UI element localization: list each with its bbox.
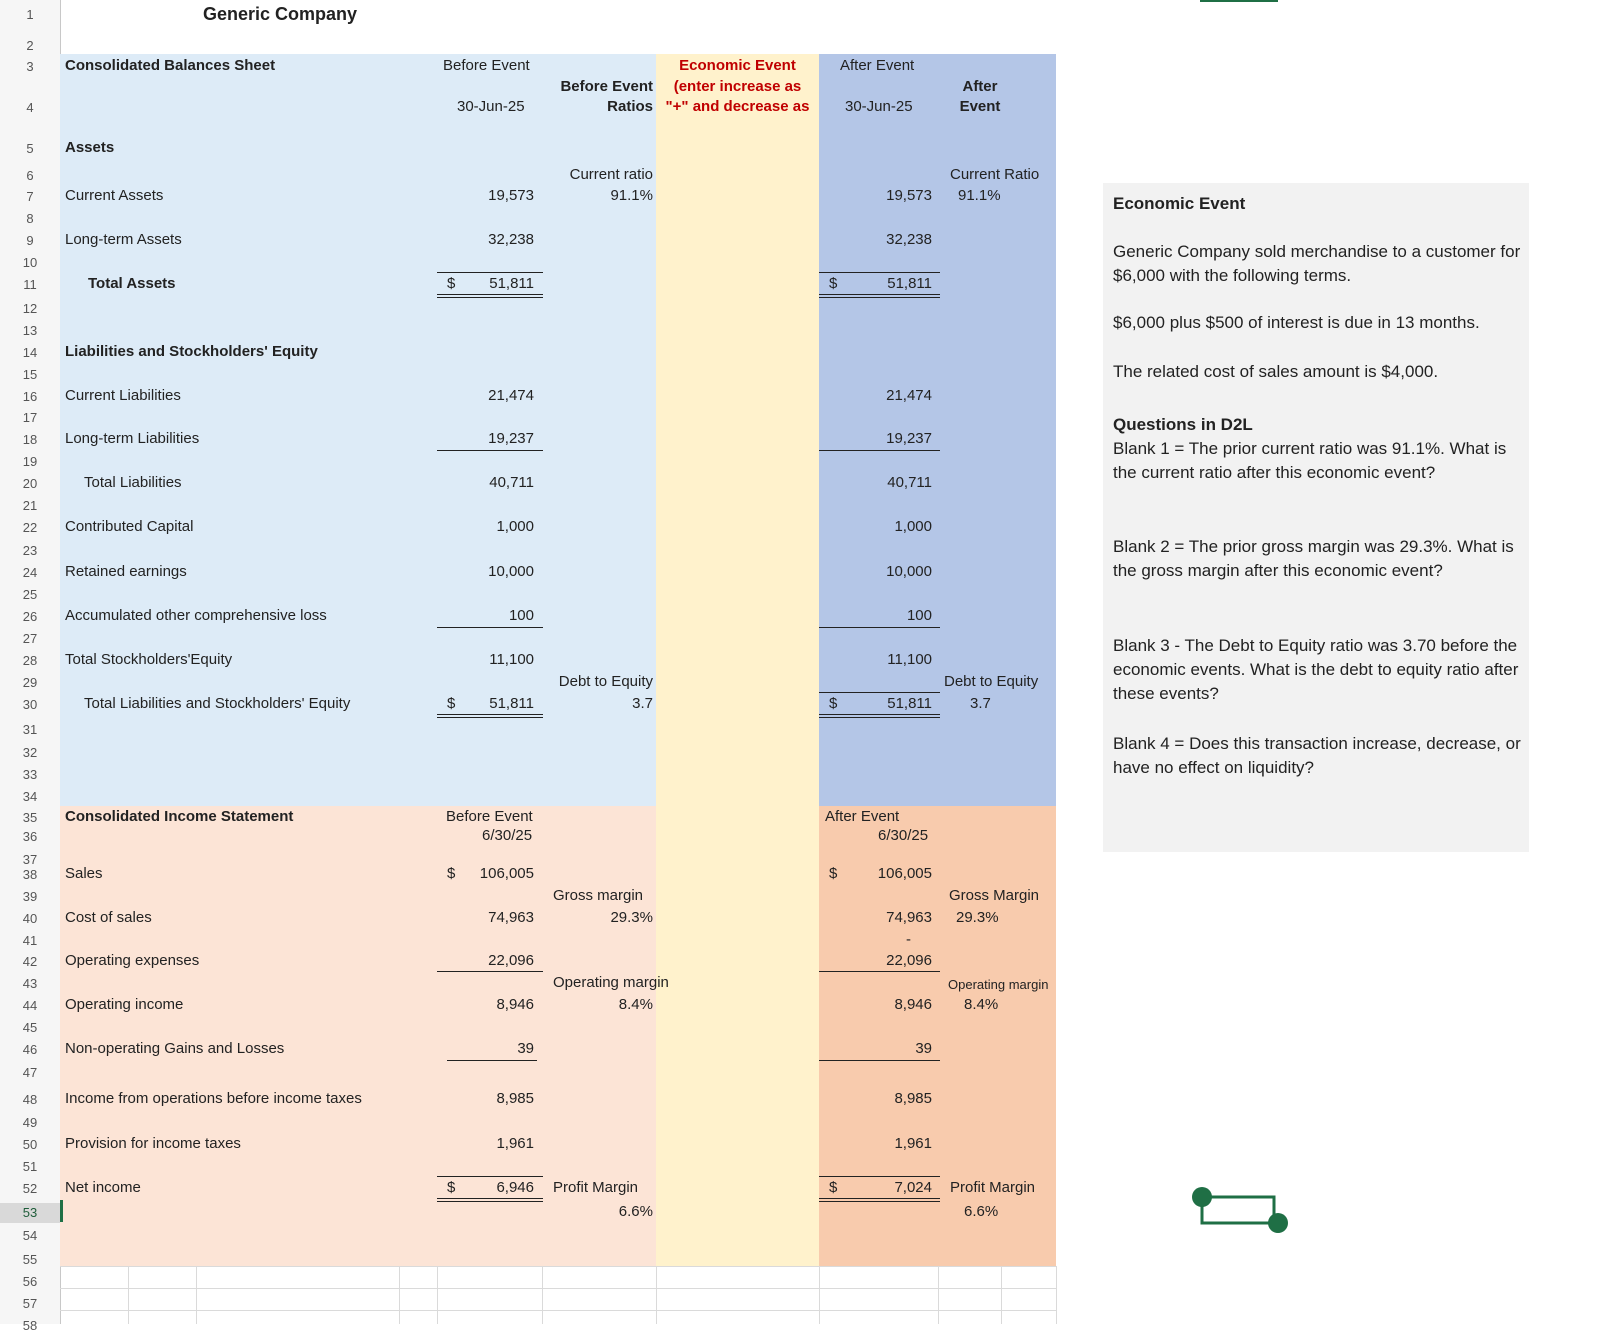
long-term-liabilities-after[interactable]: 19,237 xyxy=(886,430,932,447)
operating-income-after[interactable]: 8,946 xyxy=(894,996,932,1013)
contributed-capital-label: Contributed Capital xyxy=(65,518,194,535)
row-number[interactable]: 35 xyxy=(22,810,38,825)
row-number[interactable]: 49 xyxy=(22,1115,38,1130)
liab-equity-label: Liabilities and Stockholders' Equity xyxy=(65,343,318,360)
underline xyxy=(819,692,940,693)
panel-question-2: Blank 2 = The prior gross margin was 29.3%. What is the gross margin after this economic event? xyxy=(1113,537,1514,580)
current-liabilities-after[interactable]: 21,474 xyxy=(886,387,932,404)
op-margin-before-value[interactable]: 8.4% xyxy=(618,996,653,1013)
op-margin-before-label: Operating margin xyxy=(553,974,669,991)
total-assets-after[interactable]: 51,811 xyxy=(887,275,932,292)
long-term-liabilities-before[interactable]: 19,237 xyxy=(488,430,534,447)
row-number[interactable]: 12 xyxy=(22,301,38,316)
underline xyxy=(437,627,543,628)
underline xyxy=(437,450,543,451)
underline xyxy=(819,1176,940,1177)
retained-earnings-after[interactable]: 10,000 xyxy=(886,563,932,580)
double-underline xyxy=(819,294,940,298)
debt-equity-after-label: Debt to Equity xyxy=(944,673,1039,690)
current-ratio-before-value[interactable]: 91.1% xyxy=(610,187,653,204)
net-income-dollar-after: $ xyxy=(829,1179,838,1196)
grid-line xyxy=(196,1266,197,1324)
current-ratio-before-label: Current ratio xyxy=(569,166,653,183)
row-number[interactable]: 47 xyxy=(22,1065,38,1080)
contributed-capital-after[interactable]: 1,000 xyxy=(894,518,932,535)
company-title: Generic Company xyxy=(203,4,358,24)
current-assets-after[interactable]: 19,573 xyxy=(886,187,932,204)
grid-line xyxy=(1001,1266,1002,1324)
underline xyxy=(819,627,940,628)
before-event-header: Before Event xyxy=(443,57,530,74)
row-number[interactable]: 44 xyxy=(22,998,38,1013)
grid-line xyxy=(437,1266,438,1324)
panel-question-4: Blank 4 = Does this transaction increase, decrease, or have no effect on liquidity? xyxy=(1113,734,1521,777)
underline xyxy=(447,1060,537,1061)
sales-label: Sales xyxy=(65,865,103,882)
non-operating-before[interactable]: 39 xyxy=(517,1040,534,1057)
income-after-header: After Event xyxy=(825,808,900,825)
operating-expenses-after[interactable]: 22,096 xyxy=(886,952,932,969)
row-number[interactable]: 39 xyxy=(22,889,38,904)
row-number[interactable]: 11 xyxy=(23,277,37,292)
total-liabilities-before[interactable]: 40,711 xyxy=(489,474,534,491)
net-income-label: Net income xyxy=(65,1179,141,1196)
row-number[interactable]: 41 xyxy=(22,933,38,948)
income-before-header: Before Event xyxy=(446,808,533,825)
total-assets-dollar-before: $ xyxy=(447,275,456,292)
underline xyxy=(437,971,543,972)
total-liabilities-label: Total Liabilities xyxy=(84,474,182,491)
sales-after[interactable]: 106,005 xyxy=(877,865,932,882)
before-event-date: 30-Jun-25 xyxy=(457,98,525,115)
double-underline xyxy=(819,1198,940,1202)
row-number[interactable]: 17 xyxy=(22,410,38,425)
economic-event-header-3: "+" and decrease as xyxy=(665,98,810,115)
connector-handle-end[interactable] xyxy=(1268,1213,1288,1233)
row-number[interactable]: 34 xyxy=(22,789,38,804)
operating-expenses-before[interactable]: 22,096 xyxy=(488,952,534,969)
panel-question-3: Blank 3 - The Debt to Equity ratio was 3.70 before the economic events. What is the debt to equity ratio after these events? xyxy=(1113,636,1519,703)
double-underline xyxy=(819,714,940,718)
row-number[interactable]: 15 xyxy=(22,367,38,382)
total-se-after[interactable]: 11,100 xyxy=(887,651,932,668)
row-number[interactable]: 36 xyxy=(22,829,38,844)
row-number[interactable]: 27 xyxy=(22,631,38,646)
row-number[interactable]: 21 xyxy=(22,498,38,513)
retained-earnings-label: Retained earnings xyxy=(65,563,187,580)
income-before-date: 6/30/25 xyxy=(482,827,533,844)
after-event-header: After Event xyxy=(840,57,915,74)
income-after-date: 6/30/25 xyxy=(878,827,929,844)
current-ratio-after-label: Current Ratio xyxy=(950,166,1040,183)
row-number[interactable]: 9 xyxy=(26,233,34,248)
provision-after[interactable]: 1,961 xyxy=(894,1135,932,1152)
income-before-taxes-label: Income from operations before income taxes xyxy=(65,1090,362,1107)
grid-line xyxy=(819,1266,820,1324)
underline xyxy=(819,971,940,972)
row-number[interactable]: 24 xyxy=(22,565,38,580)
row-number[interactable]: 54 xyxy=(22,1228,38,1243)
aoci-before[interactable]: 100 xyxy=(508,607,534,624)
underline xyxy=(437,1176,543,1177)
grid-line xyxy=(399,1266,400,1324)
row-number[interactable]: 30 xyxy=(22,697,38,712)
retained-earnings-before[interactable]: 10,000 xyxy=(488,563,534,580)
underline xyxy=(437,272,543,273)
after-ratio-header-1: After xyxy=(962,78,998,95)
current-assets-label: Current Assets xyxy=(65,187,164,204)
row-number[interactable]: 28 xyxy=(22,653,38,668)
row-number[interactable]: 23 xyxy=(22,543,38,558)
row-number[interactable]: 48 xyxy=(22,1092,38,1107)
row-number[interactable]: 3 xyxy=(26,59,34,74)
total-le-after[interactable]: 51,811 xyxy=(887,695,932,712)
row-number[interactable]: 19 xyxy=(22,454,38,469)
total-le-dollar-before: $ xyxy=(447,695,456,712)
total-se-before[interactable]: 11,100 xyxy=(489,651,534,668)
current-assets-before[interactable]: 19,573 xyxy=(488,187,534,204)
row-number[interactable]: 51 xyxy=(22,1159,38,1174)
row-number[interactable]: 55 xyxy=(22,1252,38,1267)
operating-expenses-label: Operating expenses xyxy=(65,952,200,969)
profit-margin-after-value[interactable]: 6.6% xyxy=(964,1203,999,1220)
row-number[interactable]: 29 xyxy=(22,675,38,690)
row-number[interactable]: 2 xyxy=(26,38,34,53)
net-income-after[interactable]: 7,024 xyxy=(894,1179,932,1196)
long-term-assets-before[interactable]: 32,238 xyxy=(488,231,534,248)
income-before-region xyxy=(60,806,656,1266)
row-number[interactable]: 40 xyxy=(22,911,38,926)
row-number[interactable]: 20 xyxy=(22,476,38,491)
row-number[interactable]: 33 xyxy=(22,767,38,782)
contributed-capital-before[interactable]: 1,000 xyxy=(496,518,534,535)
row-number[interactable]: 13 xyxy=(22,323,38,338)
op-margin-after-value[interactable]: 8.4% xyxy=(964,996,999,1013)
row-number[interactable]: 42 xyxy=(22,954,38,969)
row-number[interactable]: 16 xyxy=(22,389,38,404)
row-number[interactable]: 43 xyxy=(22,976,38,991)
income-statement-title: Consolidated Income Statement xyxy=(65,808,294,825)
total-se-label: Total Stockholders'Equity xyxy=(65,651,233,668)
double-underline xyxy=(437,1198,543,1202)
gross-margin-after-value[interactable]: 29.3% xyxy=(956,909,999,926)
net-income-dollar-before: $ xyxy=(447,1179,456,1196)
after-ratio-header-2: Event xyxy=(959,98,1001,115)
connector-handle-start[interactable] xyxy=(1192,1187,1212,1207)
row-number[interactable]: 10 xyxy=(22,255,38,270)
grid-line xyxy=(60,1288,1056,1289)
debt-equity-before-label: Debt to Equity xyxy=(558,673,653,690)
panel-questions-heading: Questions in D2L xyxy=(1113,415,1253,434)
long-term-assets-label: Long-term Assets xyxy=(65,231,182,248)
total-le-before[interactable]: 51,811 xyxy=(489,695,534,712)
operating-income-before[interactable]: 8,946 xyxy=(496,996,534,1013)
row-number[interactable]: 7 xyxy=(26,189,34,204)
after-event-date: 30-Jun-25 xyxy=(845,98,913,115)
event-column-region xyxy=(656,54,819,1266)
total-assets-before[interactable]: 51,811 xyxy=(489,275,534,292)
non-operating-after[interactable]: 39 xyxy=(915,1040,932,1057)
double-underline xyxy=(437,294,543,298)
provision-before[interactable]: 1,961 xyxy=(496,1135,534,1152)
grid-line xyxy=(1056,1266,1057,1324)
profit-margin-before-value[interactable]: 6.6% xyxy=(618,1203,653,1220)
cost-of-sales-before[interactable]: 74,963 xyxy=(488,909,534,926)
panel-paragraph-3: The related cost of sales amount is $4,000. xyxy=(1113,362,1439,381)
row-number[interactable]: 37 xyxy=(22,852,38,867)
grid-line xyxy=(542,1266,543,1324)
row-number[interactable]: 57 xyxy=(22,1296,38,1311)
grid-line xyxy=(60,1266,1056,1267)
row-number[interactable]: 4 xyxy=(26,100,34,115)
row-number[interactable]: 45 xyxy=(22,1020,38,1035)
assets-label: Assets xyxy=(65,139,115,156)
panel-question-1: Blank 1 = The prior current ratio was 91.1%. What is the current ratio after this economic event? xyxy=(1113,439,1507,482)
row-number[interactable]: 46 xyxy=(22,1042,38,1057)
economic-event-header-2: (enter increase as xyxy=(673,78,802,95)
long-term-liabilities-label: Long-term Liabilities xyxy=(65,430,200,447)
row-number[interactable]: 5 xyxy=(26,141,34,156)
row-number[interactable]: 53 xyxy=(0,1203,60,1223)
grid-line xyxy=(128,1266,129,1324)
op-margin-after-label: Operating margin xyxy=(948,977,1049,992)
grid-line xyxy=(656,1266,657,1324)
before-ratios-header-2: Ratios xyxy=(607,98,653,115)
income-before-taxes-after[interactable]: 8,985 xyxy=(894,1090,932,1107)
provision-label: Provision for income taxes xyxy=(65,1135,241,1152)
sales-before[interactable]: 106,005 xyxy=(479,865,534,882)
row-number[interactable]: 31 xyxy=(22,722,38,737)
empty-dash: - xyxy=(906,931,911,948)
row-number[interactable]: 14 xyxy=(22,345,38,360)
row-number[interactable]: 52 xyxy=(22,1181,38,1196)
row-number[interactable]: 8 xyxy=(26,211,34,226)
panel-paragraph-1: Generic Company sold merchandise to a customer for $6,000 with the following terms. xyxy=(1113,242,1521,285)
current-liabilities-label: Current Liabilities xyxy=(65,387,181,404)
net-income-before[interactable]: 6,946 xyxy=(496,1179,534,1196)
underline xyxy=(819,1060,940,1061)
gross-margin-before-label: Gross margin xyxy=(553,887,644,904)
selected-cell-indicator xyxy=(1200,0,1278,2)
long-term-assets-after[interactable]: 32,238 xyxy=(886,231,932,248)
non-operating-label: Non-operating Gains and Losses xyxy=(65,1040,285,1057)
total-le-dollar-after: $ xyxy=(829,695,838,712)
before-ratios-header-1: Before Event xyxy=(560,78,653,95)
total-assets-label: Total Assets xyxy=(88,275,176,292)
sales-dollar-after: $ xyxy=(829,865,838,882)
row-number[interactable]: 1 xyxy=(26,7,34,22)
aoci-label: Accumulated other comprehensive loss xyxy=(65,607,327,624)
economic-event-textbox[interactable] xyxy=(1103,183,1529,852)
sales-dollar-before: $ xyxy=(447,865,456,882)
row-number[interactable]: 50 xyxy=(22,1137,38,1152)
row-header-column xyxy=(0,0,61,1333)
total-assets-dollar-after: $ xyxy=(829,275,838,292)
balance-sheet-title: Consolidated Balances Sheet xyxy=(65,57,276,74)
current-liabilities-before[interactable]: 21,474 xyxy=(488,387,534,404)
debt-equity-after-value[interactable]: 3.7 xyxy=(970,695,991,712)
cost-of-sales-after[interactable]: 74,963 xyxy=(886,909,932,926)
row-number[interactable]: 58 xyxy=(22,1318,38,1333)
income-before-taxes-before[interactable]: 8,985 xyxy=(496,1090,534,1107)
row-number[interactable]: 32 xyxy=(22,745,38,760)
total-liabilities-after[interactable]: 40,711 xyxy=(887,474,932,491)
aoci-after[interactable]: 100 xyxy=(906,607,932,624)
active-cell-cursor[interactable] xyxy=(60,1200,63,1222)
gross-margin-before-value[interactable]: 29.3% xyxy=(610,909,653,926)
row-number[interactable]: 6 xyxy=(26,168,34,183)
underline xyxy=(819,272,940,273)
row-number[interactable]: 38 xyxy=(22,867,38,882)
debt-equity-before-value[interactable]: 3.7 xyxy=(632,695,653,712)
cost-of-sales-label: Cost of sales xyxy=(65,909,152,926)
operating-income-label: Operating income xyxy=(65,996,184,1013)
profit-margin-after-label: Profit Margin xyxy=(950,1179,1036,1196)
panel-heading: Economic Event xyxy=(1113,194,1246,213)
current-ratio-after-value[interactable]: 91.1% xyxy=(958,187,1001,204)
row-number[interactable]: 22 xyxy=(22,520,38,535)
double-underline xyxy=(437,714,543,718)
row-number[interactable]: 18 xyxy=(22,432,38,447)
row-number[interactable]: 26 xyxy=(22,609,38,624)
row-number[interactable]: 56 xyxy=(22,1274,38,1289)
panel-paragraph-2: $6,000 plus $500 of interest is due in 13 months. xyxy=(1113,313,1480,332)
gross-margin-after-label: Gross Margin xyxy=(949,887,1040,904)
underline xyxy=(819,450,940,451)
total-le-label: Total Liabilities and Stockholders' Equity xyxy=(84,695,351,712)
row-number[interactable]: 25 xyxy=(22,587,38,602)
grid-line xyxy=(60,1310,1056,1311)
economic-event-header: Economic Event xyxy=(679,57,796,74)
grid-line xyxy=(938,1266,939,1324)
profit-margin-before-label: Profit Margin xyxy=(553,1179,639,1196)
elbow-connector-shape[interactable] xyxy=(1188,1183,1293,1233)
